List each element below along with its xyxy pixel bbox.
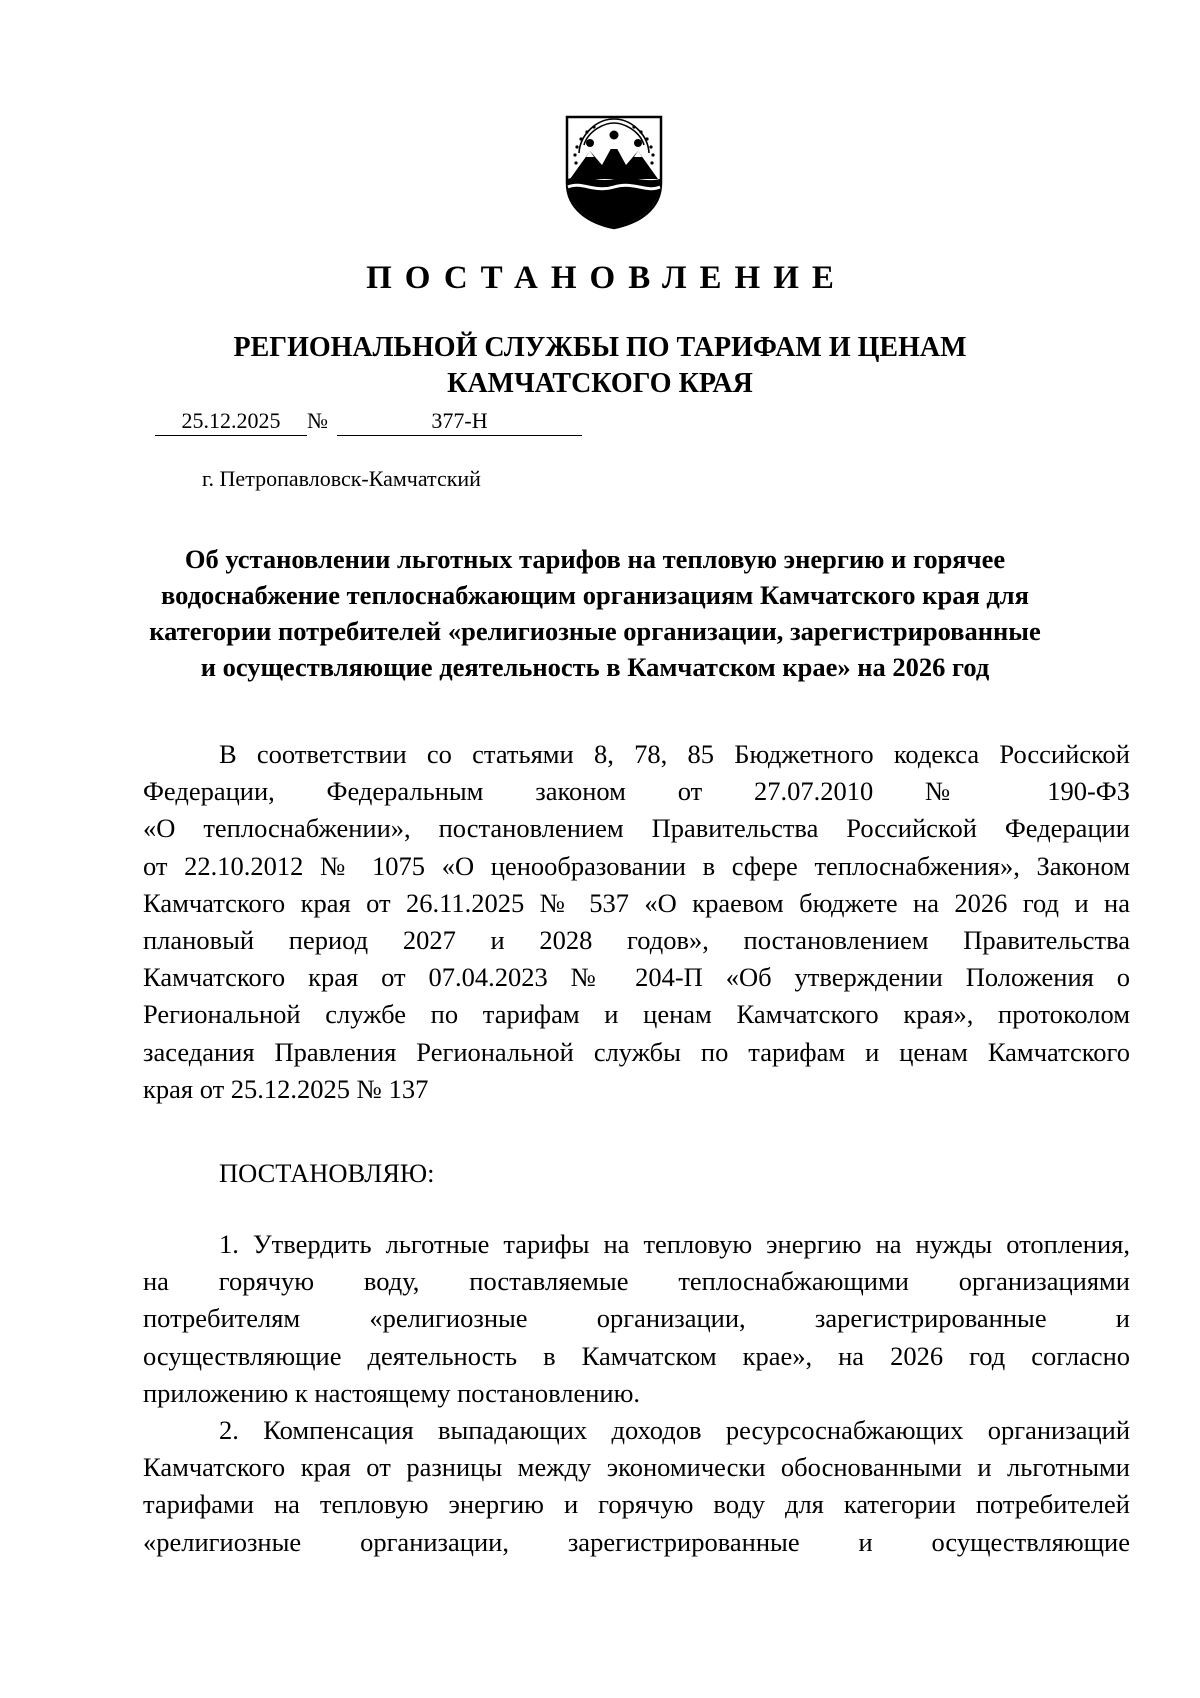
paragraph-line: края от 25.12.2025 № 137 [143,1073,429,1104]
subject-line: категории потребителей «религиозные организации, зарегистрированные [149,616,1041,646]
paragraph-line: приложению к настоящему постановлению. [143,1377,641,1408]
paragraph-line: Камчатского края от 07.04.2023 № 204-П «Об утверждении Положения о [143,962,1130,993]
paragraph-line: Камчатского края от 26.11.2025 № 537 «О краевом бюджете на 2026 год и на [143,887,1130,918]
place-of-issue: г. Петропавловск-Камчатский [202,466,481,491]
subject-line: и осуществляющие деятельность в Камчатском крае» на 2026 год [200,652,990,682]
document-number: 377-Н [337,407,582,436]
clause-1 [143,1226,1130,1412]
paragraph-line: плановый период 2027 и 2028 годов», постановлением Правительства [143,924,1130,955]
paragraph-line: заседания Правления Региональной службы по тарифам и ценам Камчатского [143,1036,1130,1067]
paragraph-line: 1. Утвердить льготные тарифы на тепловую энергию на нужды отопления, [219,1229,1130,1259]
paragraph-line: Камчатского края от разницы между экономически обоснованными и льготными [143,1452,1130,1483]
paragraph-line: Федерации, Федеральным законом от 27.07.2010 № 190-ФЗ [143,776,1130,807]
resolve-heading: ПОСТАНОВЛЯЮ: [219,1158,435,1188]
paragraph-line: потребителям «религиозные организации, зарегистрированные и [143,1303,1130,1334]
paragraph-line: В соответствии со статьями 8, 78, 85 Бюджетного кодекса Российской [219,739,1130,769]
document-subject [130,541,1060,685]
paragraph-line: «религиозные организации, зарегистрированные и осуществляющие [143,1526,1130,1557]
authority-line: КАМЧАТСКОГО КРАЯ [447,368,753,399]
preamble-paragraph [143,736,1130,1108]
paragraph-line: на горячую воду, поставляемые теплоснабжающими организациями [143,1266,1130,1297]
paragraph-line: Региональной службе по тарифам и ценам Камчатского края», протоколом [143,999,1130,1030]
paragraph-line: 2. Компенсация выпадающих доходов ресурсоснабжающих организаций [219,1415,1130,1445]
issuing-authority [0,330,1200,402]
document-type-title: ПОСТАНОВЛЕНИЕ [366,260,847,296]
paragraph-line: от 22.10.2012 № 1075 «О ценообразовании в сфере теплоснабжения», Законом [143,850,1130,881]
paragraph-line: осуществляющие деятельность в Камчатском крае», на 2026 год согласно [143,1340,1130,1371]
number-sign: № [307,408,328,433]
authority-line: РЕГИОНАЛЬНОЙ СЛУЖБЫ ПО ТАРИФАМ И ЦЕНАМ [233,332,967,363]
clause-2 [143,1412,1130,1561]
subject-line: водоснабжение теплоснабжающим организациям Камчатского края для [160,580,1030,610]
document-date: 25.12.2025 [155,407,307,436]
paragraph-line: тарифами на тепловую энергию и горячую воду для категории потребителей [143,1489,1130,1520]
subject-line: Об установлении льготных тарифов на тепловую энергию и горячее [184,544,1006,574]
paragraph-line: «О теплоснабжении», постановлением Правительства Российской Федерации [143,813,1130,844]
coat-of-arms-emblem [564,113,664,230]
